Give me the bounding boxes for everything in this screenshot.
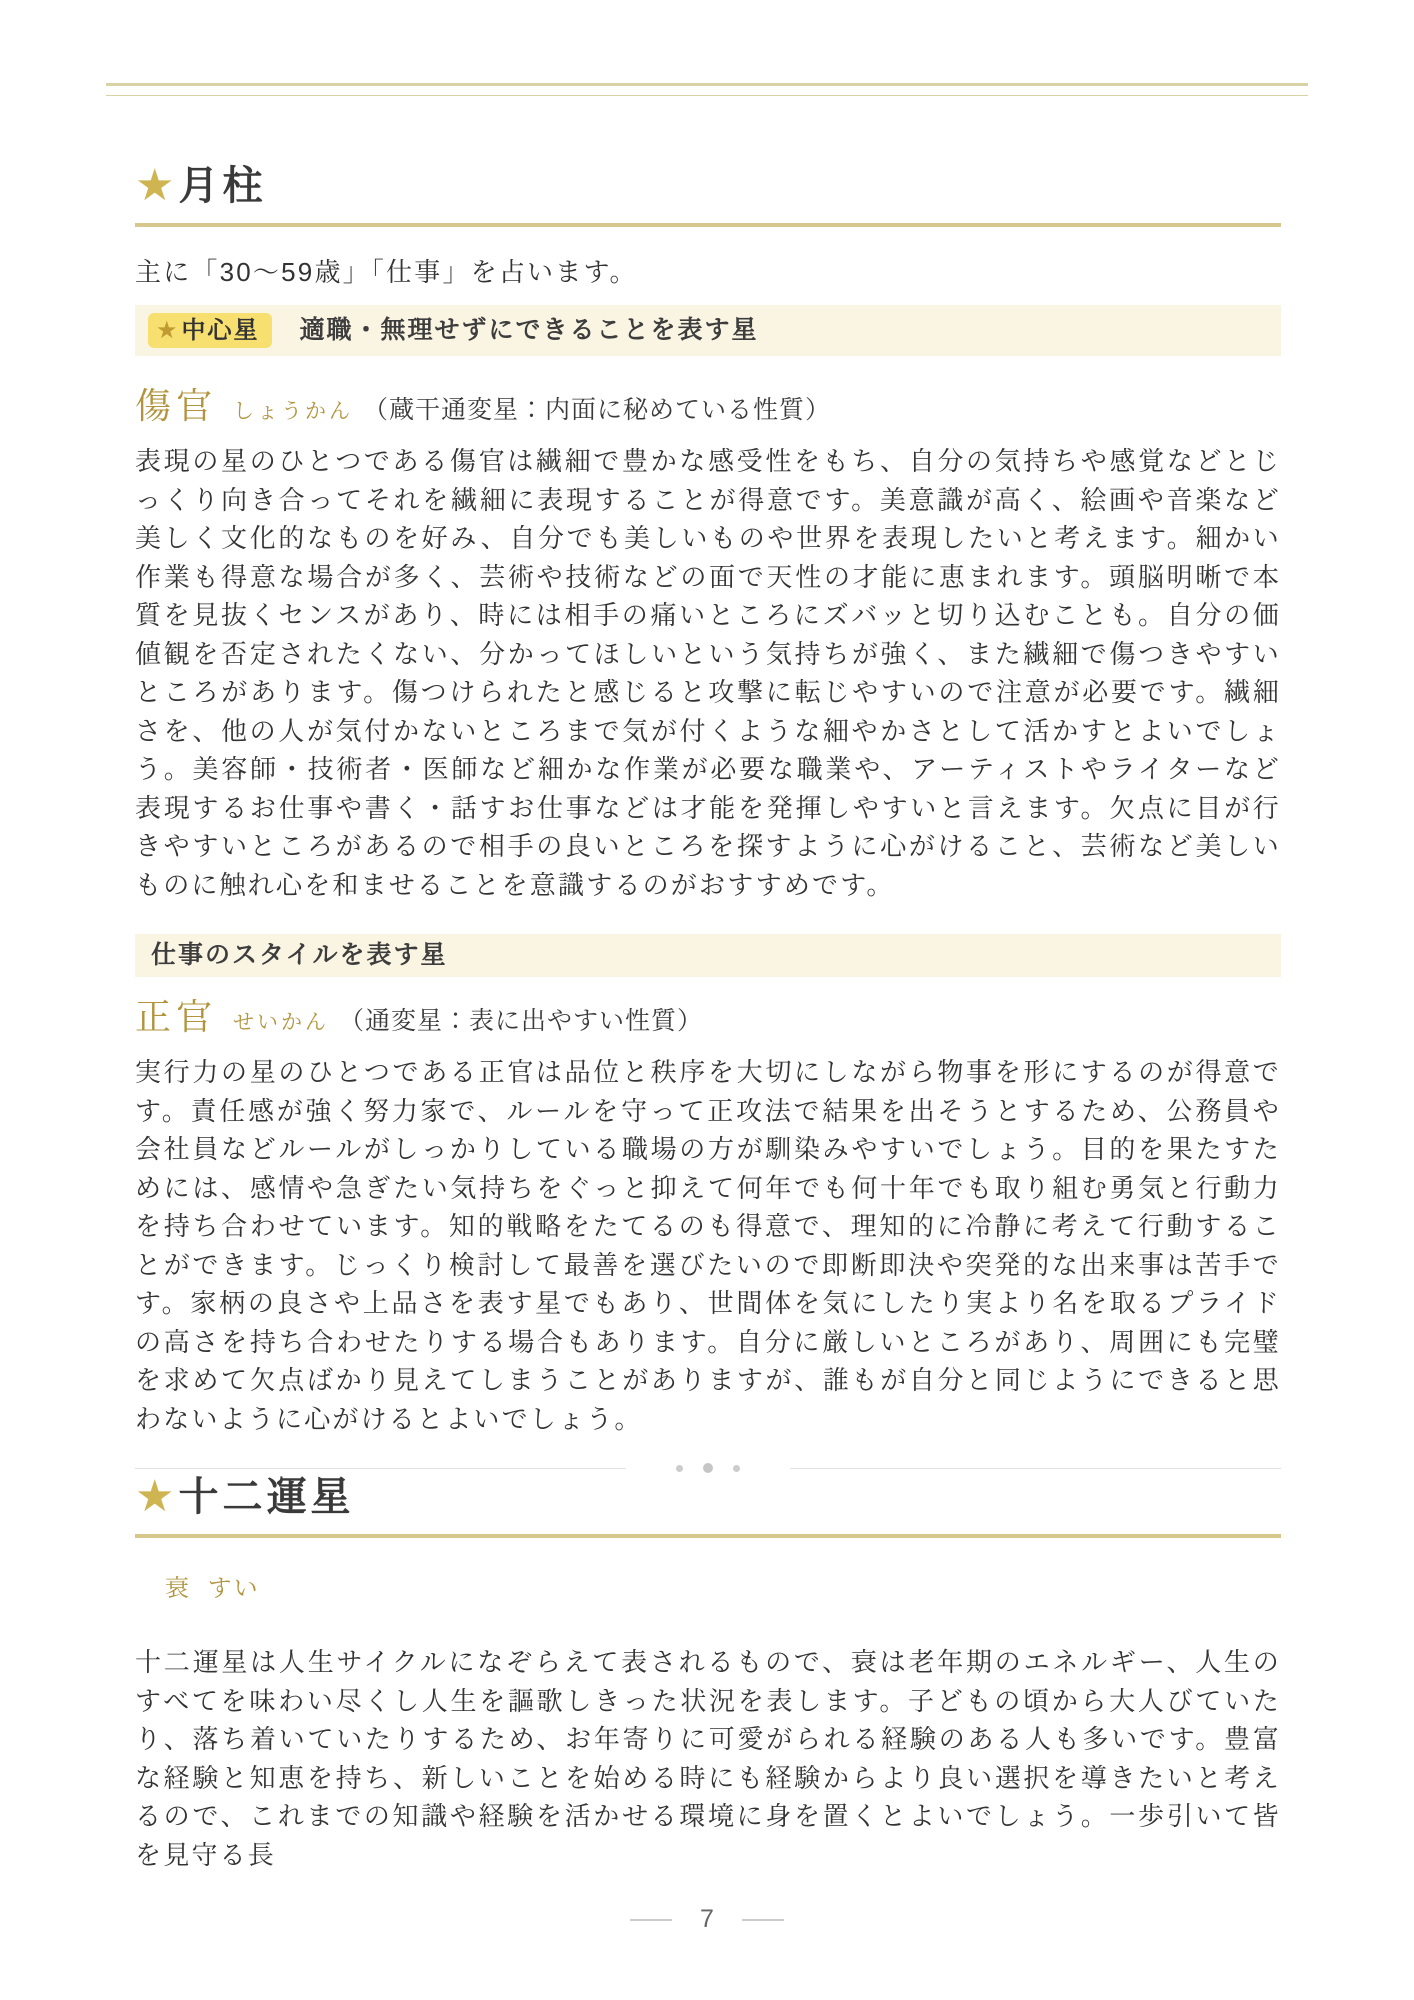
section-title-month-pillar (135, 163, 1281, 227)
center-star-description: 適職・無理せずにできることを表す星 (299, 316, 759, 344)
seikan-reading: せいかん (233, 1011, 330, 1034)
dot-icon (676, 1465, 683, 1472)
shokan-name: 傷官 (135, 385, 218, 426)
twelve-stars-title: 十二運星 (178, 1475, 355, 1519)
seikan-header (135, 996, 1281, 1037)
shokan-header (135, 385, 1281, 426)
page-number: 7 (700, 1905, 714, 1933)
twelve-stars-stage (165, 1568, 1281, 1603)
star-icon: ★ (135, 1472, 175, 1521)
footer-dash (742, 1919, 784, 1921)
seikan-type-note: （通変星：表に出やすい性質） (339, 1007, 704, 1035)
page-content (135, 163, 1281, 1874)
stage-name: 衰 (165, 1575, 191, 1602)
shokan-reading: しょうかん (233, 400, 354, 423)
seikan-name: 正官 (135, 996, 218, 1037)
twelve-stars-description: 十二運星は人生サイクルになぞらえて表されるもので、衰は老年期のエネルギー、人生のすべてを味わい尽くし人生を謳歌しきった状況を表します。子どもの頃から大人びていたり、落ち着いていたりするため、お年寄りに可愛がられる経験のある人も多いです。豊富な経験と知恵を持ち、新しいことを始める時にも経験からより良い選択を導きたいと考えるので、これまでの知識や経験を活かせる環境に身を置くとよいでしょう。一歩引いて皆を見守る長 (135, 1647, 1281, 1870)
divider-line (135, 1468, 626, 1469)
work-style-bar (135, 934, 1281, 977)
shokan-type-note: （蔵干通変星：内面に秘めている性質） (363, 396, 832, 424)
dot-icon (733, 1465, 740, 1472)
page-top-rule (106, 83, 1308, 96)
month-pillar-intro: 主に「30〜59歳」「仕事」を占います。 (135, 257, 638, 287)
month-pillar-title: 月柱 (178, 164, 267, 208)
footer-dash (630, 1919, 672, 1921)
seikan-description: 実行力の星のひとつである正官は品位と秩序を大切にしながら物事を形にするのが得意です。責任感が強く努力家で、ルールを守って正攻法で結果を出そうとするため、公務員や会社員などルールがしっかりしている職場の方が馴染みやすいでしょう。目的を果たすためには、感情や急ぎたい気持ちをぐっと抑えて何年でも何十年でも取り組む勇気と行動力を持ち合わせています。知的戦略をたてるのも得意で、理知的に冷静に考えて行動することができます。じっくり検討して最善を選びたいので即断即決や突発的な出来事は苦手です。家柄の良さや上品さを表す星でもあり、世間体を気にしたり実より名を取るプライドの高さを持ち合わせたりする場合もあります。自分に厳しいところがあり、周囲にも完璧を求めて欠点ばかり見えてしまうことがありますが、誰もが自分と同じようにできると思わないように心がけるとよいでしょう。 (135, 1057, 1281, 1434)
work-style-heading: 仕事のスタイルを表す星 (151, 941, 448, 969)
section-title-twelve-stars (135, 1474, 1281, 1538)
star-icon: ★ (156, 317, 180, 344)
center-star-bar (135, 305, 1281, 356)
center-star-badge-label: 中心星 (181, 317, 260, 344)
center-star-badge (148, 313, 272, 348)
shokan-description: 表現の星のひとつである傷官は繊細で豊かな感受性をもち、自分の気持ちや感覚などとじっくり向き合ってそれを繊細に表現することが得意です。美意識が高く、絵画や音楽など美しく文化的なものを好み、自分でも美しいものや世界を表現したいと考えます。細かい作業も得意な場合が多く、芸術や技術などの面で天性の才能に恵まれます。頭脳明晰で本質を見抜くセンスがあり、時には相手の痛いところにズバッと切り込むことも。自分の価値観を否定されたくない、分かってほしいという気持ちが強く、また繊細で傷つきやすいところがあります。傷つけられたと感じると攻撃に転じやすいので注意が必要です。繊細さを、他の人が気付かないところまで気が付くような細やかさとして活かすとよいでしょう。美容師・技術者・医師など細かな作業が必要な職業や、アーティストやライターなど表現するお仕事や書く・話すお仕事などは才能を発揮しやすいと言えます。欠点に目が行きやすいところがあるので相手の良いところを探すように心がけること、芸術など美しいものに触れ心を和ませることを意識するのがおすすめです。 (135, 446, 1281, 900)
dot-icon (703, 1463, 713, 1473)
section-divider (135, 1462, 1281, 1474)
stage-reading: すい (207, 1575, 260, 1602)
divider-dots (666, 1463, 750, 1473)
star-icon: ★ (135, 161, 175, 210)
divider-line (790, 1468, 1281, 1469)
page-footer (0, 1905, 1414, 1934)
